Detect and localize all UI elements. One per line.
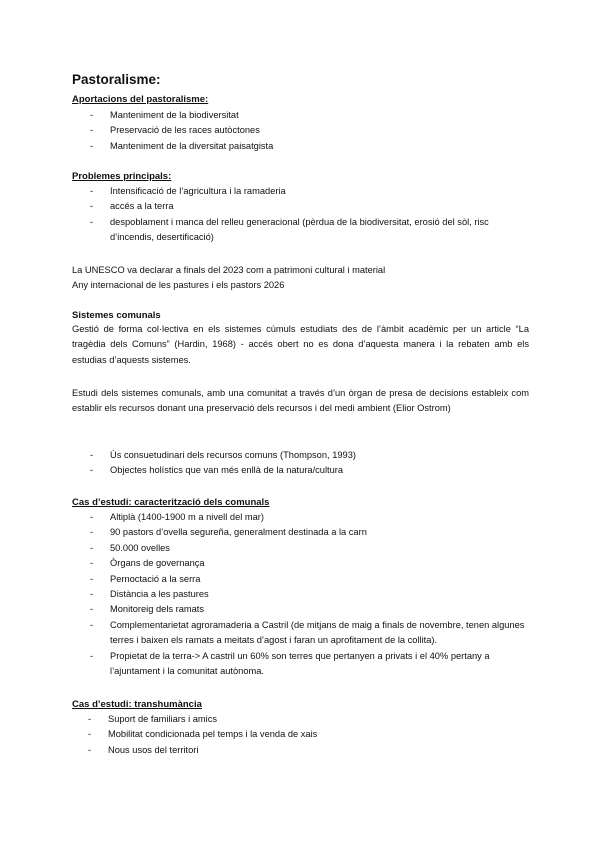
list-item — [72, 108, 532, 123]
list-problemes — [72, 184, 532, 246]
list-item-text: Complementarietat agroramaderia a Castril (de mitjans de maig a finals de novembre, tenen algunes terres i baixen els ramats a meitats d’agost i faran un aprofitament de la collita). — [110, 619, 525, 646]
list-item-text: Monitoreig dels ramats — [110, 604, 205, 615]
list-item — [72, 618, 532, 649]
list-item-text: Manteniment de la biodiversitat — [110, 110, 239, 120]
dash-bullet: - — [90, 512, 94, 522]
list-item — [72, 463, 532, 478]
dash-bullet: - — [90, 604, 94, 615]
list-sistemes-comunals — [72, 448, 532, 479]
dash-bullet: - — [90, 465, 94, 476]
dash-bullet: - — [90, 619, 94, 630]
list-item-text: 90 pastors d’ovella segureña, generalment destinada a la carn — [110, 527, 367, 538]
dash-bullet: - — [90, 527, 94, 538]
list-item-text: 50.000 ovelles — [110, 542, 170, 553]
section-heading-sistemes-comunals: Sistemes comunals — [72, 310, 161, 321]
dash-bullet: - — [90, 558, 94, 569]
paragraph-estudi: Estudi dels sistemes comunals, amb una comunitat a través d’un òrgan de presa de decisions estableix com establir els recursos donant una preservació dels recursos i del medi ambient (Elior Ostrom) — [72, 388, 529, 414]
list-item — [72, 139, 532, 154]
list-item — [72, 649, 532, 680]
dash-bullet: - — [90, 650, 94, 661]
list-item-text: Mobilitat condicionada pel temps i la venda de xais — [108, 729, 318, 740]
list-item — [72, 184, 532, 199]
list-item — [72, 587, 532, 602]
list-item-text: Ús consuetudinari dels recursos comuns (Thompson, 1993) — [110, 450, 356, 460]
list-item — [72, 199, 532, 214]
dash-bullet: - — [90, 110, 94, 120]
section-heading-cas-estudi-comunals: Cas d’estudi: caracterització dels comunals — [72, 497, 270, 508]
dash-bullet: - — [88, 744, 92, 755]
list-item-text: Òrgans de governança — [110, 558, 205, 569]
list-item-text: Pernoctació a la serra — [110, 573, 201, 584]
list-item — [72, 556, 532, 571]
list-item-text: Manteniment de la diversitat paisatgista — [110, 140, 274, 151]
dash-bullet: - — [90, 589, 94, 600]
list-item — [72, 743, 532, 758]
list-item — [72, 525, 532, 540]
list-item — [72, 712, 532, 727]
list-transhumancia — [72, 712, 532, 758]
page-title: Pastoralisme: — [72, 72, 161, 87]
dash-bullet: - — [90, 542, 94, 553]
list-item — [72, 541, 532, 556]
list-item-text: Distància a les pastures — [110, 589, 209, 600]
list-item-text: Preservació de les races autòctones — [110, 125, 260, 136]
dash-bullet: - — [88, 729, 92, 740]
list-item-text: Intensificació de l’agricultura i la ramaderia — [110, 186, 286, 196]
dash-bullet: - — [90, 201, 94, 212]
list-item-text: Objectes holístics que van més enllà de la natura/cultura — [110, 465, 344, 476]
dash-bullet: - — [90, 573, 94, 584]
note-any-internacional: Any internacional de les pastures i els pastors 2026 — [72, 280, 285, 290]
dash-bullet: - — [90, 186, 94, 196]
list-item-text: Propietat de la terra-> A castril un 60% son terres que pertanyen a privats i el 40% pertany a l’ajuntament i la comunitat autònoma. — [110, 650, 490, 677]
list-item-text: despoblament i manca del relleu generacional (pèrdua de la biodiversitat, erosió del sòl, risc d’incendis, desertificació) — [110, 216, 489, 243]
list-item-text: Suport de familiars i amics — [108, 714, 218, 724]
list-item-text: accés a la terra — [110, 201, 174, 212]
list-item — [72, 448, 532, 463]
list-item-text: Nous usos del territori — [108, 744, 199, 755]
dash-bullet: - — [90, 140, 94, 151]
list-item — [72, 602, 532, 617]
section-heading-transhumancia: Cas d’estudi: transhumància — [72, 699, 202, 710]
list-item — [72, 572, 532, 587]
dash-bullet: - — [90, 125, 94, 136]
list-cas-estudi-comunals — [72, 510, 532, 679]
list-aportacions — [72, 108, 532, 154]
list-item-text: Altiplà (1400-1900 m a nivell del mar) — [110, 512, 264, 522]
section-heading-aportacions: Aportacions del pastoralisme: — [72, 94, 209, 105]
list-item — [72, 727, 532, 742]
note-unesco: La UNESCO va declarar a finals del 2023 com a patrimoni cultural i material — [72, 265, 386, 275]
paragraph-gestio: Gestió de forma col·lectiva en els sistemes cúmuls estudiats des de l’àmbit acadèmic per un article “La tragèdia dels Comuns” (Hardin, 1968) - accés obert no es dona d’aquesta manera i la rebaten amb els estudias d’aquests sistemes. — [72, 324, 529, 365]
dash-bullet: - — [90, 216, 94, 227]
list-item — [72, 123, 532, 138]
section-heading-problemes: Problemes principals: — [72, 171, 172, 182]
list-item — [72, 215, 532, 246]
list-item — [72, 510, 532, 525]
dash-bullet: - — [88, 714, 92, 724]
dash-bullet: - — [90, 450, 94, 460]
